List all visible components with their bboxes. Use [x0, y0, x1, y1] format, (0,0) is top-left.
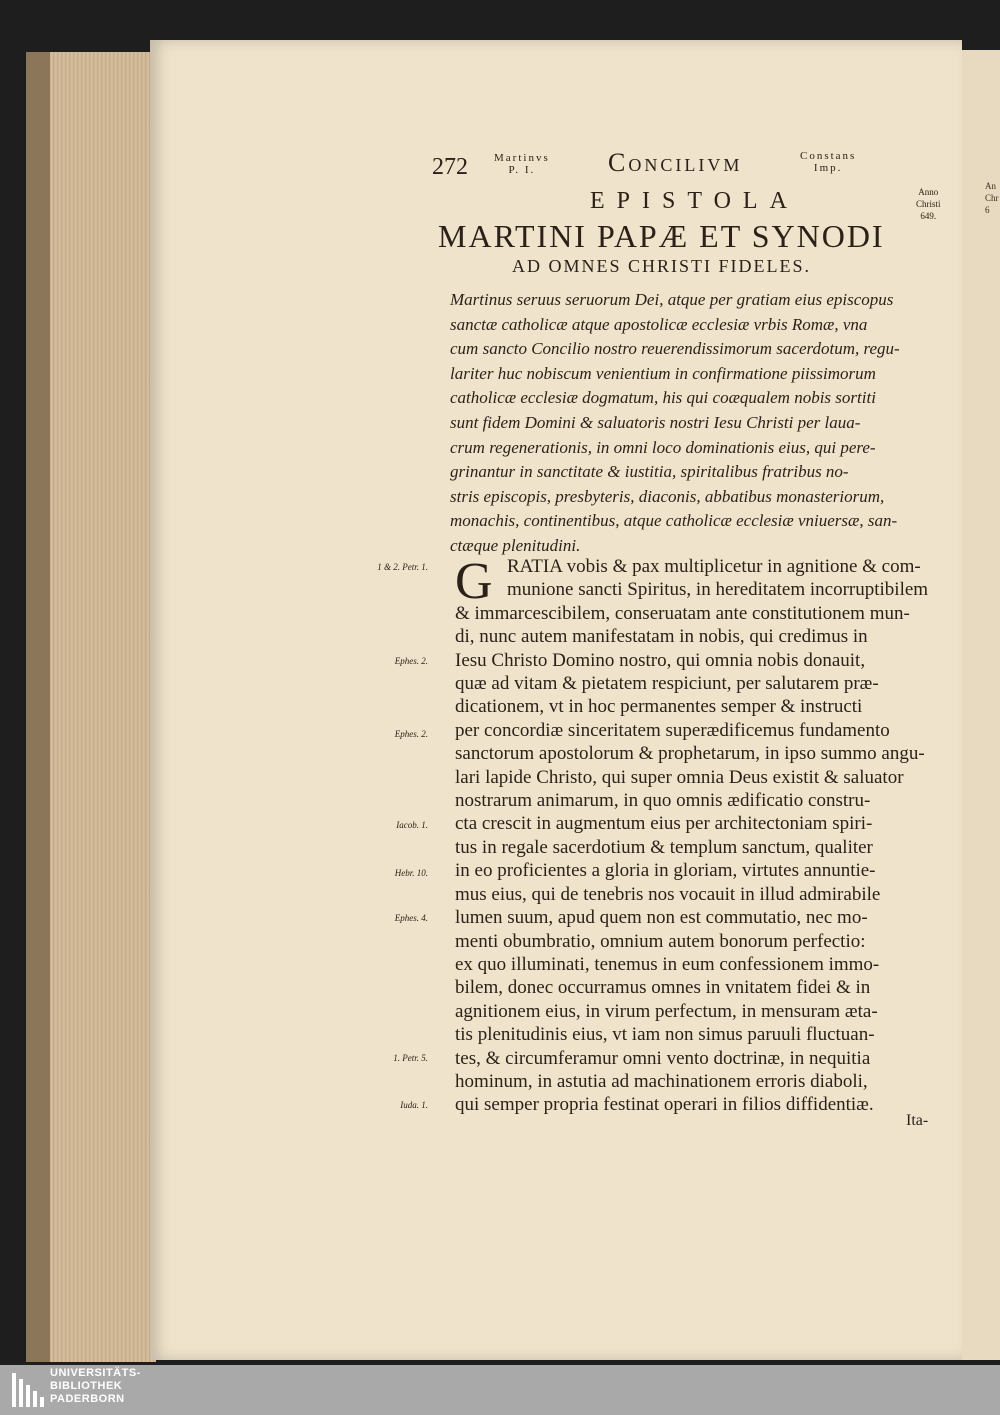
body-line: lari lapide Christo, qui super omnia Deus existit & saluator	[455, 766, 904, 788]
margin-year: Anno Christi 649.	[916, 187, 941, 221]
intro-line: Martinus seruus seruorum Dei, atque per gratiam eius episcopus	[450, 290, 894, 309]
intro-line: lariter huc nobiscum venientium in confirmatione piissimorum	[450, 363, 876, 383]
body-line: menti obumbratio, omnium autem bonorum perfectio:	[455, 930, 866, 952]
heading-address: AD OMNES CHRISTI FIDELES.	[512, 256, 812, 276]
heading-martini: MARTINI PAPÆ ET SYNODI	[438, 218, 885, 254]
body-line: ex quo illuminati, tenemus in eum confessionem immo-	[455, 953, 880, 975]
intro-line: grinantur in sanctitate & iustitia, spiritalibus fratribus no-	[450, 462, 849, 482]
body-line: sanctorum apostolorum & prophetarum, in ipso summo angu-	[455, 743, 925, 765]
intro-line: stris episcopis, presbyteris, diaconis, abbatibus monasteriorum,	[450, 486, 885, 506]
margin-note: Iuda. 1.	[400, 1100, 428, 1110]
running-head	[432, 148, 882, 188]
intro-line: ctæque plenitudini.	[450, 535, 581, 555]
body-line: dicationem, vt in hoc permanentes semper & instructi	[455, 696, 863, 718]
body-line: mus eius, qui de tenebris nos vocauit in illud admirabile	[455, 883, 881, 905]
running-head-right: Constans Imp.	[800, 150, 857, 174]
intro-line: cum sancto Concilio nostro reuerendissimorum sacerdotum, regu-	[450, 339, 900, 359]
body-line: nostrarum animarum, in quo omnis ædificatio constru-	[455, 790, 871, 812]
body-line: tus in regale sacerdotium & templum sanctum, qualiter	[455, 836, 873, 858]
margin-note: 1. Petr. 5.	[393, 1053, 428, 1063]
body-line: cta crescit in augmentum eius per architectoniam spiri-	[455, 813, 873, 835]
body-line: bilem, donec occurramus omnes in vnitatem fidei & in	[455, 977, 871, 999]
catchword: Ita-	[906, 1112, 929, 1129]
book-cover-edge	[26, 52, 50, 1362]
body-line: per concordiæ sinceritatem superædificemus fundamento	[455, 719, 890, 741]
facing-page-fragment: An Chr 6	[985, 181, 999, 215]
running-head-title: Concilivm	[608, 148, 743, 177]
intro-line: monachis, continentibus, atque catholicæ ecclesiæ vniuersæ, san-	[450, 511, 898, 531]
body-line: tis plenitudinis eius, vt iam non simus paruuli fluctuan-	[455, 1024, 875, 1046]
intro-paragraph	[450, 288, 942, 559]
body-line: RATIA vobis & pax multiplicetur in agnitione & com-	[507, 556, 921, 577]
margin-note: Iacob. 1.	[396, 820, 428, 830]
margin-note: Hebr. 10.	[394, 868, 428, 878]
body-line: tes, & circumferamur omni vento doctrinæ, in nequitia	[455, 1047, 871, 1069]
body-line: quæ ad vitam & pietatem respiciunt, per salutarem præ-	[455, 673, 879, 695]
body-line: in eo proficientes a gloria in gloriam, virtutes annuntie-	[455, 860, 876, 882]
body-line: & immarcescibilem, conseruatam ante constitutionem mun-	[455, 602, 910, 624]
facing-page	[962, 50, 1000, 1360]
body-line: agnitionem eius, in virum perfectum, in mensuram æta-	[455, 1000, 878, 1022]
intro-line: crum regenerationis, in omni loco dominationis eius, qui pere-	[450, 437, 876, 457]
body-line: lumen suum, apud quem non est commutatio, nec mo-	[455, 907, 868, 929]
intro-line: catholicæ ecclesiæ dogmatum, his qui coæqualem nobis sortiti	[450, 388, 876, 408]
drop-cap: G	[455, 553, 493, 610]
margin-note: Ephes. 2.	[394, 729, 428, 739]
margin-note: Ephes. 4.	[394, 913, 428, 923]
intro-line: sanctæ catholicæ atque apostolicæ ecclesiæ vrbis Romæ, vna	[450, 314, 868, 334]
page-number: 272	[432, 154, 468, 180]
margin-note: 1 & 2. Petr. 1.	[377, 562, 428, 572]
library-logo-text: UNIVERSITÄTS- BIBLIOTHEK PADERBORN	[50, 1367, 141, 1405]
body-line: qui semper propria festinat operari in filios diffidentiæ.	[455, 1094, 874, 1116]
body-line: di, nunc autem manifestatam in nobis, qui credimus in	[455, 626, 868, 648]
margin-note: Ephes. 2.	[394, 656, 428, 666]
body-text	[455, 555, 945, 1117]
body-line: munione sancti Spiritus, in hereditatem incorruptibilem	[507, 579, 929, 601]
running-head-left: Martinvs P. I.	[494, 152, 550, 176]
body-line: hominum, in astutia ad machinationem erroris diaboli,	[455, 1070, 868, 1092]
body-line: Iesu Christo Domino nostro, qui omnia nobis donauit,	[455, 649, 866, 671]
intro-line: sunt fidem Domini & saluatoris nostri Iesu Christi per laua-	[450, 412, 861, 432]
footer-bar	[0, 1365, 1000, 1415]
library-logo-icon	[10, 1369, 46, 1411]
heading-epistola: EPISTOLA	[590, 188, 799, 214]
